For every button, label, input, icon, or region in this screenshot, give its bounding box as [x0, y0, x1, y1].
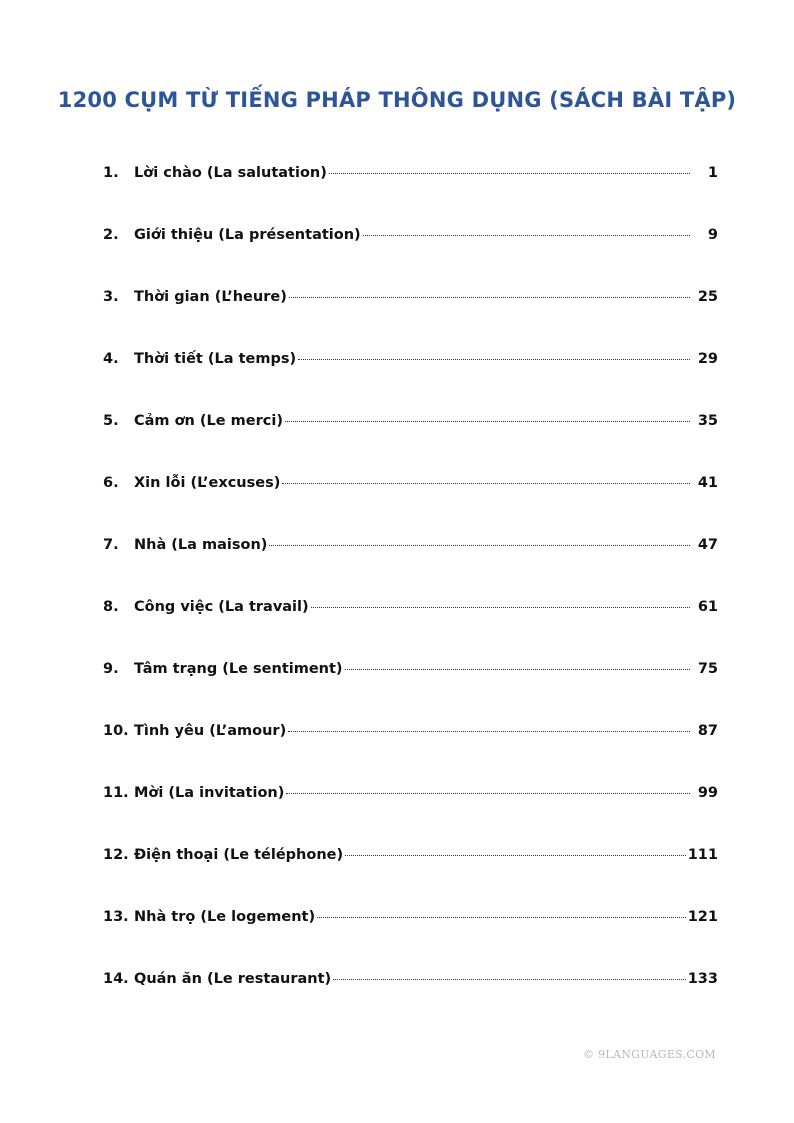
toc-label: Công việc (La travail) [134, 599, 309, 615]
toc-item[interactable] [103, 655, 718, 717]
toc-label: Thời tiết (La temps) [134, 351, 297, 367]
dot-leader [298, 357, 690, 360]
toc-number: 14. [103, 971, 129, 987]
toc-page-number: 61 [697, 599, 718, 615]
toc-label: Cảm ơn (Le merci) [134, 413, 283, 429]
toc-item[interactable] [103, 965, 718, 1027]
toc-label: Nhà trọ (Le logement) [134, 909, 316, 925]
copyright-watermark: © 9LANGUAGES.COM [583, 1048, 716, 1061]
toc-number: 11. [103, 785, 129, 801]
dot-leader [286, 791, 690, 794]
toc-page-number: 29 [697, 351, 718, 367]
toc-number: 3. [103, 289, 119, 305]
page-title: 1200 CỤM TỪ TIẾNG PHÁP THÔNG DỤNG (SÁCH BÀI TẬP) [57, 88, 737, 112]
toc-number: 2. [103, 227, 119, 243]
toc-label: Mời (La invitation) [134, 785, 285, 801]
toc-item[interactable] [103, 407, 718, 469]
toc-number: 7. [103, 537, 119, 553]
toc-label: Tình yêu (L’amour) [134, 723, 287, 739]
dot-leader [311, 605, 690, 608]
toc-page-number: 133 [687, 971, 718, 987]
toc-label: Xin lỗi (L’excuses) [134, 475, 281, 491]
toc-page-number: 121 [687, 909, 718, 925]
toc-number: 5. [103, 413, 119, 429]
toc-item[interactable] [103, 531, 718, 593]
dot-leader [345, 667, 690, 670]
toc-page-number: 35 [697, 413, 718, 429]
toc-page-number: 47 [697, 537, 718, 553]
dot-leader [269, 543, 690, 546]
toc-number: 6. [103, 475, 119, 491]
dot-leader [288, 729, 690, 732]
toc-item[interactable] [103, 841, 718, 903]
toc-page-number: 99 [697, 785, 718, 801]
toc-label: Lời chào (La salutation) [134, 165, 327, 181]
toc-item[interactable] [103, 903, 718, 965]
toc-number: 10. [103, 723, 129, 739]
toc-label: Nhà (La maison) [134, 537, 268, 553]
toc-label: Giới thiệu (La présentation) [134, 227, 361, 243]
dot-leader [282, 481, 690, 484]
toc-page-number: 1 [707, 165, 718, 181]
toc-label: Tâm trạng (Le sentiment) [134, 661, 343, 677]
toc-label: Thời gian (L’heure) [134, 289, 287, 305]
toc-item[interactable] [103, 159, 718, 221]
toc-item[interactable] [103, 717, 718, 779]
toc-number: 12. [103, 847, 129, 863]
toc-item[interactable] [103, 283, 718, 345]
toc-page-number: 87 [697, 723, 718, 739]
dot-leader [289, 295, 690, 298]
toc-page-number: 41 [697, 475, 718, 491]
toc-number: 1. [103, 165, 119, 181]
table-of-contents [103, 159, 718, 1027]
toc-number: 9. [103, 661, 119, 677]
toc-number: 13. [103, 909, 129, 925]
toc-label: Điện thoại (Le téléphone) [134, 847, 344, 863]
dot-leader [317, 915, 686, 918]
toc-item[interactable] [103, 779, 718, 841]
toc-page-number: 75 [697, 661, 718, 677]
toc-number: 4. [103, 351, 119, 367]
toc-number: 8. [103, 599, 119, 615]
toc-item[interactable] [103, 469, 718, 531]
dot-leader [363, 233, 690, 236]
toc-page-number: 25 [697, 289, 718, 305]
toc-page-number: 111 [687, 847, 718, 863]
toc-page-number: 9 [707, 227, 718, 243]
dot-leader [333, 977, 686, 980]
toc-label: Quán ăn (Le restaurant) [134, 971, 332, 987]
dot-leader [345, 853, 686, 856]
toc-item[interactable] [103, 593, 718, 655]
dot-leader [329, 171, 690, 174]
toc-item[interactable] [103, 221, 718, 283]
dot-leader [285, 419, 690, 422]
toc-item[interactable] [103, 345, 718, 407]
